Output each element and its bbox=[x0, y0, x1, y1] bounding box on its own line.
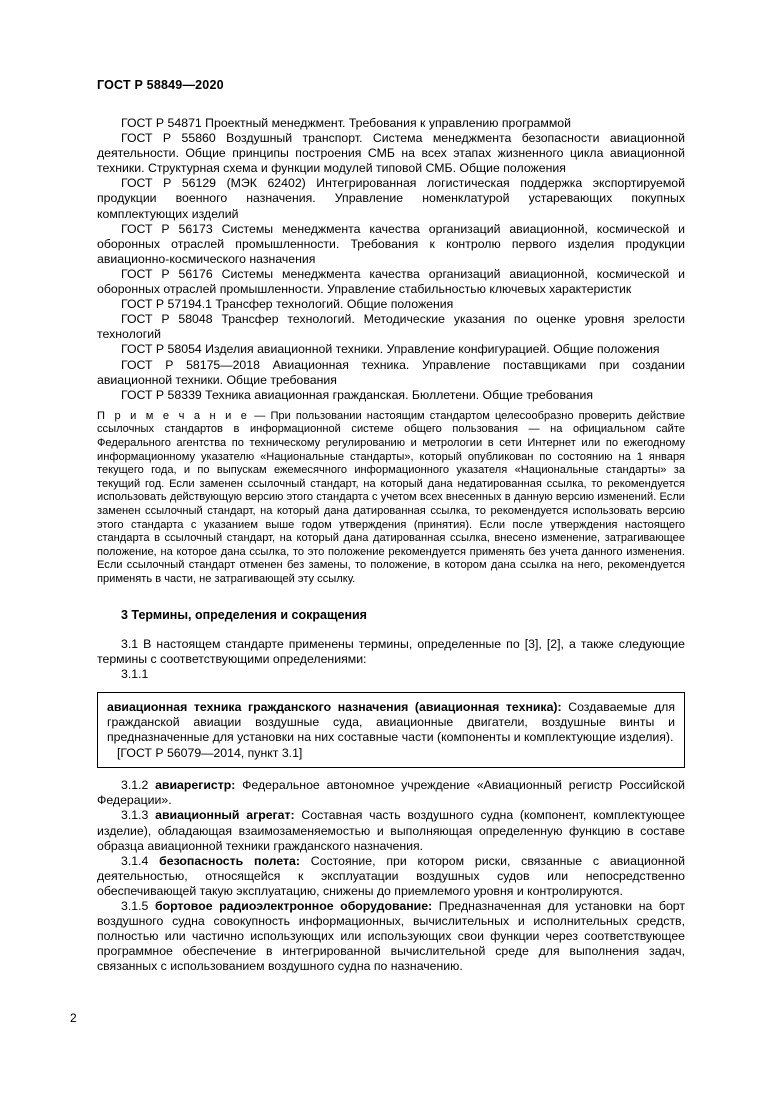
section-intro: 3.1 В настоящем стандарте применены термины, определенные по [3], [2], а также следующие термины с соответствующими определениями: bbox=[97, 636, 685, 666]
definition-term: авиарегистр: bbox=[155, 778, 236, 793]
definition-term: безопасность полета: bbox=[159, 853, 300, 868]
definition-number: 3.1.5 bbox=[121, 899, 149, 913]
reference-item: ГОСТ Р 58054 Изделия авиационной техники. Управление конфигурацией. Общие положения bbox=[121, 342, 660, 357]
term-text: Создаваемые для гражданской авиации воздушные суда, авиационные двигатели, воздушные винты и предназначенные для установки на них составные части (компоненты и комплектующие изделия). bbox=[107, 699, 676, 745]
reference-item: ГОСТ Р 56173 Системы менеджмента качества организаций авиационной, космической и оборонных отраслей промышленности. Требования к контролю первого изделия продукции авиационно-космического назначения bbox=[97, 221, 685, 266]
definition-number: 3.1.4 bbox=[121, 853, 149, 868]
reference-item: ГОСТ Р 58175—2018 Авиационная техника. Управление поставщиками при создании авиационной техники. Общие требования bbox=[97, 357, 685, 387]
page-content bbox=[97, 116, 685, 974]
term-item-number: 3.1.1 bbox=[121, 666, 149, 681]
section-heading: 3 Термины, определения и сокращения bbox=[121, 607, 367, 622]
definition-text: Составная часть воздушного судна (компонент, комплектующее изделие), обладающая взаимозаменяемостью и выполняющая определенную функцию в составе образца авиационной техники гражданского назначения. bbox=[97, 808, 685, 853]
reference-item: ГОСТ Р 55860 Воздушный транспорт. Система менеджмента безопасности авиационной деятельности. Общие принципы построения СМБ на всех этапах жизненного цикла авиационной техники. Структурная схема и функции модулей типовой СМБ. Общие положения bbox=[97, 131, 685, 176]
definition-number: 3.1.2 bbox=[121, 778, 149, 793]
definition-entry bbox=[97, 854, 685, 899]
definition-entry bbox=[97, 808, 685, 853]
term-definition-box bbox=[97, 692, 685, 768]
reference-item: ГОСТ Р 56129 (МЭК 62402) Интегрированная логистическая поддержка экспортируемой продукции военного назначения. Управление номенклатурой устаревающих покупных комплектующих изделий bbox=[97, 176, 685, 221]
note-paragraph bbox=[97, 410, 685, 587]
definition-number: 3.1.3 bbox=[121, 808, 149, 823]
page-number: 2 bbox=[70, 1011, 77, 1025]
reference-item: ГОСТ Р 58339 Техника авиационная гражданская. Бюллетени. Общие требования bbox=[121, 387, 594, 402]
definition-text: Состояние, при котором риски, связанные с авиационной деятельностью, относящейся к эксплуатации воздушных судов или непосредственно обеспечивающей такую эксплуатацию, снижены до приемлемого уровня и контролируются. bbox=[97, 853, 685, 898]
term-name: авиационная техника гражданского назначения (авиационная техника): bbox=[107, 699, 562, 714]
term-source: [ГОСТ Р 56079—2014, пункт 3.1] bbox=[117, 746, 303, 761]
definition-entry bbox=[97, 778, 685, 808]
term-definition bbox=[107, 700, 675, 745]
reference-item: ГОСТ Р 58048 Трансфер технологий. Методические указания по оценке уровня зрелости технологий bbox=[97, 312, 685, 342]
reference-item: ГОСТ Р 54871 Проектный менеджмент. Требования к управлению программой bbox=[121, 116, 571, 130]
definition-term: авиационный агрегат: bbox=[155, 808, 295, 823]
definition-text: Федеральное автономное учреждение «Авиационный регистр Российской Федерации». bbox=[97, 778, 685, 808]
note-label: П р и м е ч а н и е bbox=[97, 409, 250, 422]
reference-item: ГОСТ Р 57194.1 Трансфер технологий. Общие положения bbox=[121, 297, 454, 312]
definition-text: Предназначенная для установки на борт воздушного судна совокупность информационных, вычислительных и исполнительных средств, полностью или частично использующих или использующих свои функции через соответствующее программное обеспечение в интегрированной вычислительной среде для выполнения задач, связанных с использованием воздушного судна по назначению. bbox=[97, 899, 685, 974]
definition-entry bbox=[97, 899, 685, 974]
definition-term: бортовое радиоэлектронное оборудование: bbox=[154, 899, 433, 913]
note-text: — При пользовании настоящим стандартом целесообразно проверить действие ссылочных стандартов в информационной системе общего пользования — на официальном сайте Федерального агентства по техническому регулированию и метрологии в сети Интернет или по ежегодному информационному указателю «Национальные стандарты», который опубликован по состоянию на 1 января текущего года, и по выпускам ежемесячного информационного указателя «Национальные стандарты» за текущий год. Если заменен ссылочный стандарт, на который дана недатированная ссылка, то рекомендуется использовать действующую версию этого стандарта с учетом всех внесенных в данную версию изменений. Если заменен ссылочный стандарт, на который дана датированная ссылка, то рекомендуется использовать версию этого стандарта с указанием выше годом утверждения (принятия). Если после утверждения настоящего стандарта в ссылочный стандарт, на который дана датированная ссылка, внесено изменение, затрагивающее положение, на которое дана ссылка, то это положение рекомендуется применять без учета данного изменения. Если ссылочный стандарт отменен без замены, то положение, в котором дана ссылка на него, рекомендуется применять в части, не затрагивающей эту ссылку. bbox=[97, 409, 686, 585]
reference-item: ГОСТ Р 56176 Системы менеджмента качества организаций авиационной, космической и оборонных отраслей промышленности. Управление стабильностью ключевых характеристик bbox=[97, 266, 685, 297]
page-header: ГОСТ Р 58849—2020 bbox=[97, 78, 224, 92]
